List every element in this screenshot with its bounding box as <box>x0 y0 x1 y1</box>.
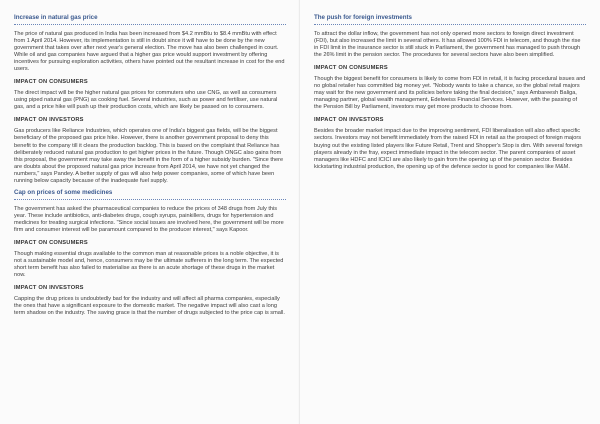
investors-paragraph: Gas producers like Reliance Industries, which operates one of India's biggest gas fields, will be the biggest beneficiary of the proposed gas price hike. However, there is another government proposal to deny this benefit to the company till it clears the production backlog. This is based on the complaint that Reliance has deliberately reduced natural gas production to get higher prices in the future. Though ONGC also gains from this proposal, the government may take away the benefit in the form of a higher subsidy burden. "Since there are doubts about the proposed natural gas price increase from April 2014, we have not yet changed the numbers," says Pandey. A better supply of gas will also help power companies, some of which have been running below capacity because of the inadequate fuel supply. <box>14 128 284 184</box>
investors-paragraph: Besides the broader market impact due to the improving sentiment, FDI liberalisation will also affect specific sectors. Investors may not benefit immediately from the raised FDI in retail as the prospect of foreign majors buying out the existing listed players like Future Retail, Trent and Shopper's Stop is dim. With several foreign players already in the fray, expect immediate impact in the telecom sector. The parent companies of asset managers like HDFC and ICICI are also likely to gain from the opening up of the pension sector. Besides kickstarting industrial production, the opening up of the defence sector is good for companies like M&M. <box>314 128 583 170</box>
foreign-investment-section <box>314 14 586 171</box>
medicine-cap-section <box>14 189 286 318</box>
left-column <box>14 14 286 321</box>
investors-paragraph: Capping the drug prices is undoubtedly bad for the industry and will affect all pharma companies, especially the ones that have a significant exposure to the domestic market. The negative impact will also cast a long term shadow on the industry. The saving grace is that the number of drugs subjected to the price cap is small. <box>14 296 285 317</box>
consumers-heading: IMPACT ON CONSUMERS <box>14 79 88 86</box>
consumers-paragraph: Though making essential drugs available to the common man at reasonable prices is a noble objective, it is not a sustainable model and, hence, consumers may be the ultimate sufferers in the long term. The expected short term benefit has also failed to materialise as there is an acute shortage of these drugs in the market now. <box>14 250 284 279</box>
gas-price-section <box>14 14 286 185</box>
right-page <box>300 0 600 424</box>
section-title: Increase in natural gas price <box>14 14 286 25</box>
investors-heading: IMPACT ON INVESTORS <box>14 117 84 124</box>
section-title: The push for foreign investments <box>314 14 586 25</box>
consumers-heading: IMPACT ON CONSUMERS <box>14 239 88 246</box>
investors-heading: IMPACT ON INVESTORS <box>14 285 84 292</box>
consumers-paragraph: The direct impact will be the higher natural gas prices for commuters who use CNG, as well as consumers using piped natural gas (PNG) as cooking fuel. Several industries, such as power and fertiliser, use natural gas, and a price hike will push up their production costs, which are likely be passed on to consumers. <box>14 90 278 111</box>
consumers-heading: IMPACT ON CONSUMERS <box>314 65 388 72</box>
consumers-paragraph: Though the biggest benefit for consumers is likely to come from FDI in retail, it is facing procedural issues and no global retailer has committed big money yet. "Nobody wants to take a chance, so the global retail majors may wait for the new government and its policies before taking the final decision," says Ambareesh Baliga, managing partner, global wealth management, Edelweiss Financial Services. However, with the passing of the Pension Bill by Parliament, investors may get more products to choose from. <box>314 76 586 111</box>
section-intro: The price of natural gas produced in India has been increased from $4.2 mmBtu to $8.4 mmBtu with effect from 1 April 2014. However, its implementation is still in doubt since it will have to be done by the new government that takes over after next year's general election. The move has also been challenged in court. While oil and gas companies have argued that a higher gas price would support investment by offering incentives for pursuing exploration activities, others have pointed out the resultant increase in cost for the end users. <box>14 31 285 73</box>
section-intro: To attract the dollar inflow, the government has not only opened more sectors to foreign direct investment (FDI), but also increased the limit in several others. It has allowed 100% FDI in telecom, and though the rise in FDI limit in the insurance sector is still stuck in Parliament, the government has managed to push through the 26% limit in the pension sector. The procedures for several sectors have also been simplified. <box>314 31 581 59</box>
investors-heading: IMPACT ON INVESTORS <box>314 117 384 124</box>
section-intro: The government has asked the pharmaceutical companies to reduce the prices of 348 drugs from July this year. These include antibiotics, anti-diabetes drugs, cough syrups, painkillers, drugs for hypertension and medicines for treating surgical infections. "Since social issues are involved here, the government will be more firm and consumer interest will be paramount compared to the producer interest," says Kapoor. <box>14 205 284 233</box>
right-column <box>314 14 586 175</box>
section-title: Cap on prices of some medicines <box>14 189 286 200</box>
